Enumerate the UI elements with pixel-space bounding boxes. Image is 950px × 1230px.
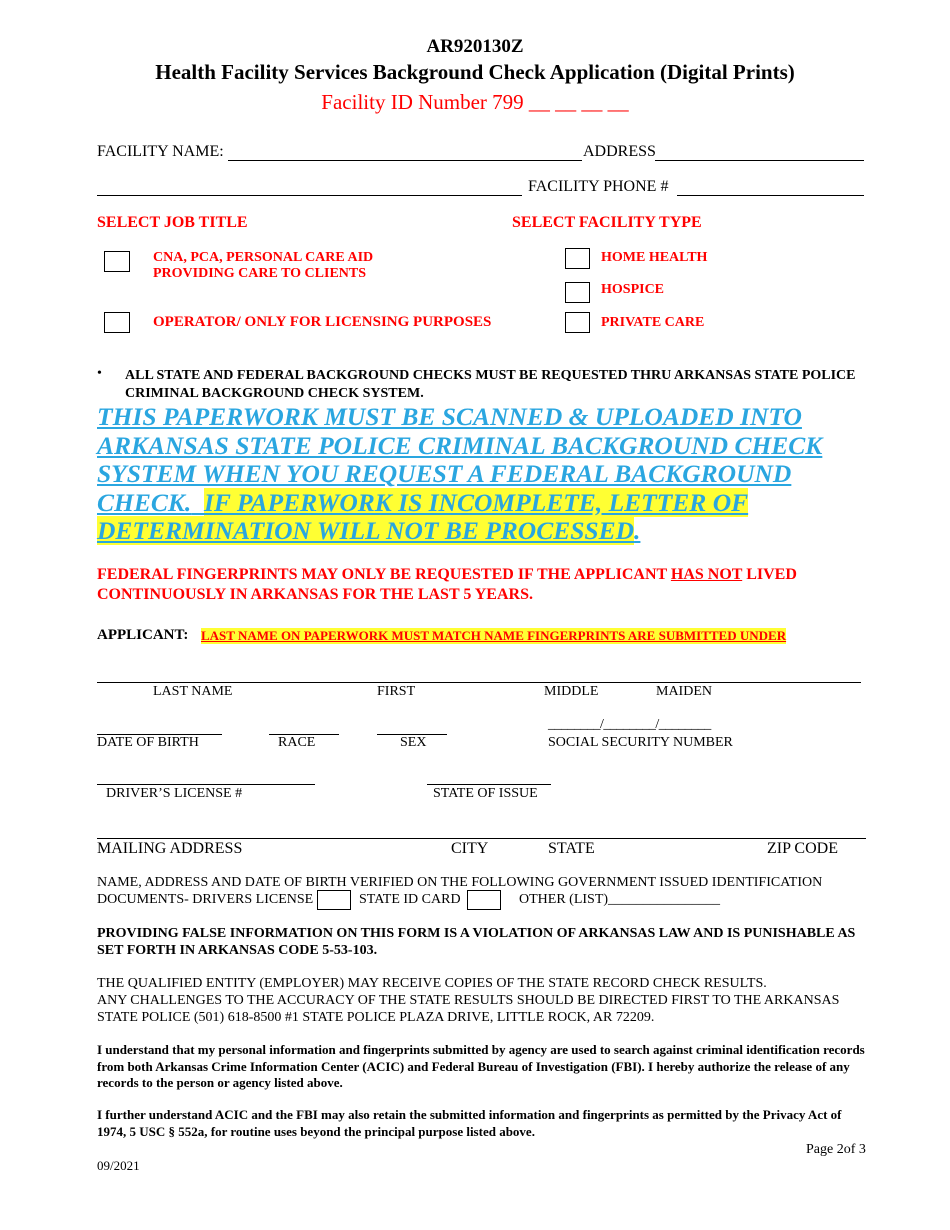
state-of-issue-label: STATE OF ISSUE	[433, 786, 538, 801]
federal-fingerprints-notice: FEDERAL FINGERPRINTS MAY ONLY BE REQUESTED IF THE APPLICANT HAS NOT LIVED CONTINUOUSLY IN ARKANSAS FOR THE LAST 5 YEARS.	[97, 566, 797, 603]
false-info-warning: PROVIDING FALSE INFORMATION ON THIS FORM IS A VIOLATION OF ARKANSAS LAW AND IS PUNISHABLE AS SET FORTH IN ARKANSAS CODE 5-53-103.	[97, 926, 856, 958]
mailing-address-label: MAILING ADDRESS	[97, 840, 243, 857]
incomplete-warning: IF PAPERWORK IS INCOMPLETE, LETTER OF DETERMINATION WILL NOT BE PROCESSED	[97, 487, 749, 545]
hospice-label: HOSPICE	[601, 282, 665, 297]
has-not-emphasis: HAS NOT	[670, 566, 743, 583]
upload-warning	[97, 403, 857, 546]
facility-type-heading: SELECT FACILITY TYPE	[512, 214, 702, 231]
background-check-notice: ALL STATE AND FEDERAL BACKGROUND CHECKS MUST BE REQUESTED THRU ARKANSAS STATE POLICE CRIMINAL BACKGROUND CHECK SYSTEM.	[125, 368, 856, 401]
challenges-text: ANY CHALLENGES TO THE ACCURACY OF THE STATE RESULTS SHOULD BE DIRECTED FIRST TO THE ARKANSAS STATE POLICE (501) 618-8500 #1 STATE POLICE PLAZA DRIVE, LITTLE ROCK, AR 72209.	[97, 993, 840, 1025]
state-label: STATE	[548, 840, 595, 857]
job-operator-label: OPERATOR/ ONLY FOR LICENSING PURPOSES	[153, 314, 492, 330]
qualified-entity-text: THE QUALIFIED ENTITY (EMPLOYER) MAY RECEIVE COPIES OF THE STATE RECORD CHECK RESULTS.	[97, 976, 767, 991]
drivers-license-label: DRIVER’S LICENSE #	[106, 786, 243, 801]
city-label: CITY	[451, 840, 489, 857]
applicant-name-input[interactable]	[97, 682, 861, 683]
facility-name-input[interactable]	[228, 160, 582, 161]
revision-date: 09/2021	[97, 1158, 140, 1173]
middle-name-label: MIDDLE	[544, 684, 599, 699]
private-care-label: PRIVATE CARE	[601, 315, 705, 330]
form-code: AR920130Z	[426, 36, 524, 57]
form-title: Health Facility Services Background Check Application (Digital Prints)	[155, 60, 795, 84]
mailing-address-input[interactable]	[97, 838, 866, 839]
maiden-name-label: MAIDEN	[656, 684, 712, 699]
facility-address-input[interactable]	[655, 160, 864, 161]
job-cna-checkbox[interactable]	[104, 251, 130, 272]
upload-warning-main: THIS PAPERWORK MUST BE SCANNED & UPLOADED INTO ARKANSAS STATE POLICE CRIMINAL BACKGROUND CHECK SYSTEM WHEN YOU REQUEST A FEDERAL BACKGROUND CHECK.	[97, 402, 823, 517]
drivers-license-input[interactable]	[97, 784, 315, 785]
applicant-label: APPLICANT:	[97, 627, 189, 643]
ssn-label: SOCIAL SECURITY NUMBER	[548, 735, 733, 750]
state-id-card-label: STATE ID CARD	[359, 892, 461, 907]
home-health-label: HOME HEALTH	[601, 250, 708, 265]
facility-address-line2-input[interactable]	[97, 195, 522, 196]
sex-label: SEX	[400, 735, 427, 750]
state-of-issue-input[interactable]	[427, 784, 551, 785]
zip-code-label: ZIP CODE	[767, 840, 838, 857]
facility-phone-input[interactable]	[677, 195, 864, 196]
job-operator-checkbox[interactable]	[104, 312, 130, 333]
incomplete-warning-period: .	[634, 516, 641, 545]
drivers-license-doc-label: DOCUMENTS- DRIVERS LICENSE	[97, 892, 314, 907]
state-id-card-checkbox[interactable]	[467, 890, 501, 910]
home-health-checkbox[interactable]	[565, 248, 590, 269]
facility-name-label: FACILITY NAME:	[97, 143, 224, 160]
job-cna-label: CNA, PCA, PERSONAL CARE AID	[153, 250, 374, 265]
job-title-heading: SELECT JOB TITLE	[97, 214, 248, 231]
bullet-icon: •	[97, 366, 102, 381]
facility-id-number[interactable]: Facility ID Number 799 __ __ __ __	[321, 90, 629, 114]
page-number: Page 2of 3	[806, 1142, 866, 1157]
verification-text: NAME, ADDRESS AND DATE OF BIRTH VERIFIED ON THE FOLLOWING GOVERNMENT ISSUED IDENTIFICATION	[97, 875, 823, 890]
address-label: ADDRESS	[583, 143, 656, 160]
race-label: RACE	[278, 735, 316, 750]
ssn-input[interactable]: ________/________/________	[548, 717, 711, 732]
privacy-act-statement: I further understand ACIC and the FBI may also retain the submitted information and fingerprints as permitted by the Privacy Act of 1974, 5 USC § 552a, for routine uses beyond the principal purpose listed above.	[97, 1107, 842, 1139]
facility-phone-label: FACILITY PHONE #	[528, 178, 669, 195]
applicant-name-note: LAST NAME ON PAPERWORK MUST MATCH NAME FINGERPRINTS ARE SUBMITTED UNDER	[201, 628, 787, 643]
private-care-checkbox[interactable]	[565, 312, 590, 333]
hospice-checkbox[interactable]	[565, 282, 590, 303]
authorization-statement: I understand that my personal information and fingerprints submitted by agency are used to search against criminal identification records from both Arkansas Crime Information Center (ACIC) and Federal Bureau of Investigation (FBI). I hereby authorize the release of any records to the person or agency listed above.	[97, 1042, 865, 1090]
last-name-label: LAST NAME	[153, 684, 233, 699]
first-name-label: FIRST	[377, 684, 416, 699]
job-cna-label-line2: PROVIDING CARE TO CLIENTS	[153, 266, 367, 281]
dob-label: DATE OF BIRTH	[97, 735, 199, 750]
drivers-license-doc-checkbox[interactable]	[317, 890, 351, 910]
other-id-input[interactable]: OTHER (LIST)________________	[519, 892, 721, 907]
